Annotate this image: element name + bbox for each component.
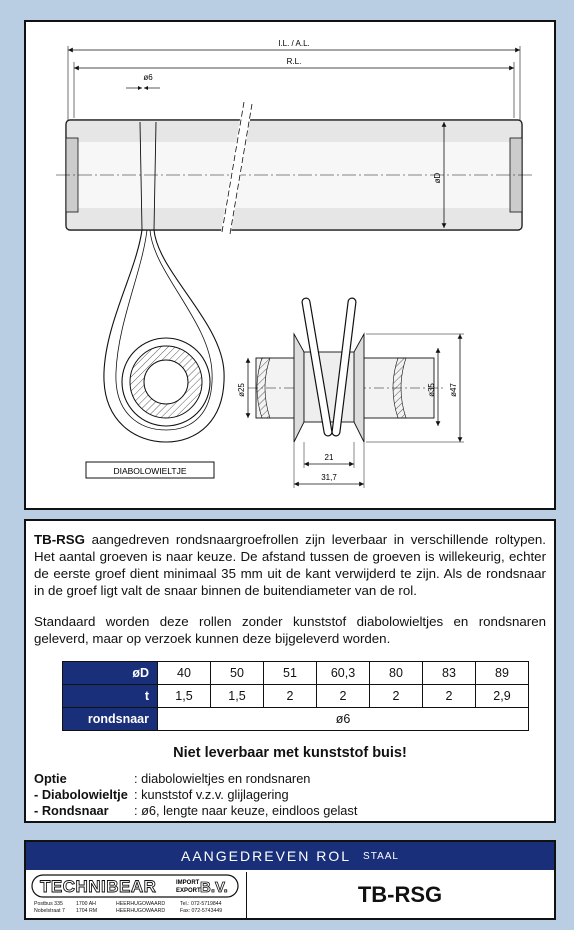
dim-il-al-label: I.L. / A.L. — [278, 39, 310, 48]
table-cell: 2 — [370, 685, 423, 708]
address-line-1b: 1700 AH — [76, 901, 96, 907]
logo-text: TECHNIBEAR — [40, 877, 157, 896]
table-row-thickness — [63, 685, 529, 708]
technical-drawing — [26, 22, 554, 508]
option-key: - Rondsnaar — [34, 803, 109, 818]
list-item — [34, 787, 546, 803]
table-row-rondsnaar — [63, 708, 529, 731]
address-line-1c: HEERHUGOWAARD — [116, 901, 166, 907]
table-cell: 89 — [476, 662, 529, 685]
table-cell: 1,5 — [158, 685, 211, 708]
table-cell: 50 — [211, 662, 264, 685]
diabolowieltje-label: DIABOLOWIELTJE — [113, 466, 187, 476]
options-list — [34, 771, 546, 819]
table-cell: 2 — [423, 685, 476, 708]
description-paragraph-2: Standaard worden deze rollen zonder kunststof diabolowieltjes en rondsnaren geleverd, maar op verzoek kunnen deze bijgeleverd worden. — [34, 614, 546, 646]
spec-table — [62, 661, 529, 731]
table-cell: 60,3 — [317, 662, 370, 685]
logo-import: IMPORT — [176, 880, 200, 886]
product-code-inline: TB-RSG — [34, 532, 85, 547]
pulley-bore — [144, 360, 188, 404]
dim-phi25-label: ø25 — [237, 383, 246, 397]
product-code: TB-RSG — [246, 872, 553, 918]
option-key: - Diabolowieltje — [34, 787, 128, 802]
table-cell: 2 — [317, 685, 370, 708]
technical-drawing-panel — [24, 20, 556, 510]
table-cell: 40 — [158, 662, 211, 685]
address-line-2c: HEERHUGOWAARD — [116, 908, 166, 914]
address-line-2d: Fax: 072-5743449 — [180, 908, 223, 914]
table-header-thickness: t — [63, 685, 158, 708]
company-logo — [28, 872, 242, 918]
address-line-1d: Tel.: 072-5719844 — [180, 901, 222, 907]
address-line-2: Nobelstraat 7 — [34, 908, 65, 914]
footer-title: AANGEDREVEN ROL — [181, 848, 352, 864]
list-item — [34, 803, 546, 819]
table-cell: 83 — [423, 662, 476, 685]
footer-subtitle: STAAL — [363, 850, 399, 862]
table-cell: 80 — [370, 662, 423, 685]
address-line-1: Postbus 335 — [34, 901, 63, 907]
option-key: Optie — [34, 771, 67, 786]
table-cell: 2 — [264, 685, 317, 708]
dim-phi47-label: ø47 — [449, 383, 458, 397]
table-cell-rondsnaar: ø6 — [158, 708, 529, 731]
dim-rl-label: R.L. — [286, 57, 302, 66]
dim-phiD-label: øD — [433, 172, 442, 184]
option-value: : ø6, lengte naar keuze, eindloos gelast — [134, 803, 358, 818]
table-header-rondsnaar: rondsnaar — [63, 708, 158, 731]
table-header-diameter: øD — [63, 662, 158, 685]
dim-phi6-label: ø6 — [143, 73, 153, 82]
dim-317-label: 31,7 — [321, 473, 337, 482]
logo-bv: B.V. — [200, 879, 228, 896]
table-cell: 51 — [264, 662, 317, 685]
table-row-diameter — [63, 662, 529, 685]
footer-panel — [24, 840, 556, 920]
description-panel — [24, 519, 556, 823]
table-cell: 1,5 — [211, 685, 264, 708]
dim-21-label: 21 — [324, 453, 334, 462]
footer-title-bar — [26, 842, 554, 870]
option-value: : diabolowieltjes en rondsnaren — [134, 771, 311, 786]
option-value: : kunststof v.z.v. glijlagering — [134, 787, 289, 802]
table-cell: 2,9 — [476, 685, 529, 708]
description-paragraph-1 — [34, 531, 546, 599]
notice-text: Niet leverbaar met kunststof buis! — [173, 745, 407, 761]
description-text-1: aangedreven rondsnaargroefrollen zijn leverbaar in verschillende roltypen. Het aantal groeven is naar keuze. De afstand tussen de groeven is willekeurig, echter de eerste groef dient minimaal 35 mm uit de kant verwijderd te zijn. Als de rondsnaar in de groef ligt valt de snaar binnen de buitendiameter van de rol. — [34, 532, 546, 598]
logo-export: EXPORT — [176, 888, 201, 894]
list-item — [34, 771, 546, 787]
dim-phi35-label: ø35 — [427, 383, 436, 397]
address-line-2b: 1704 RM — [76, 908, 98, 914]
